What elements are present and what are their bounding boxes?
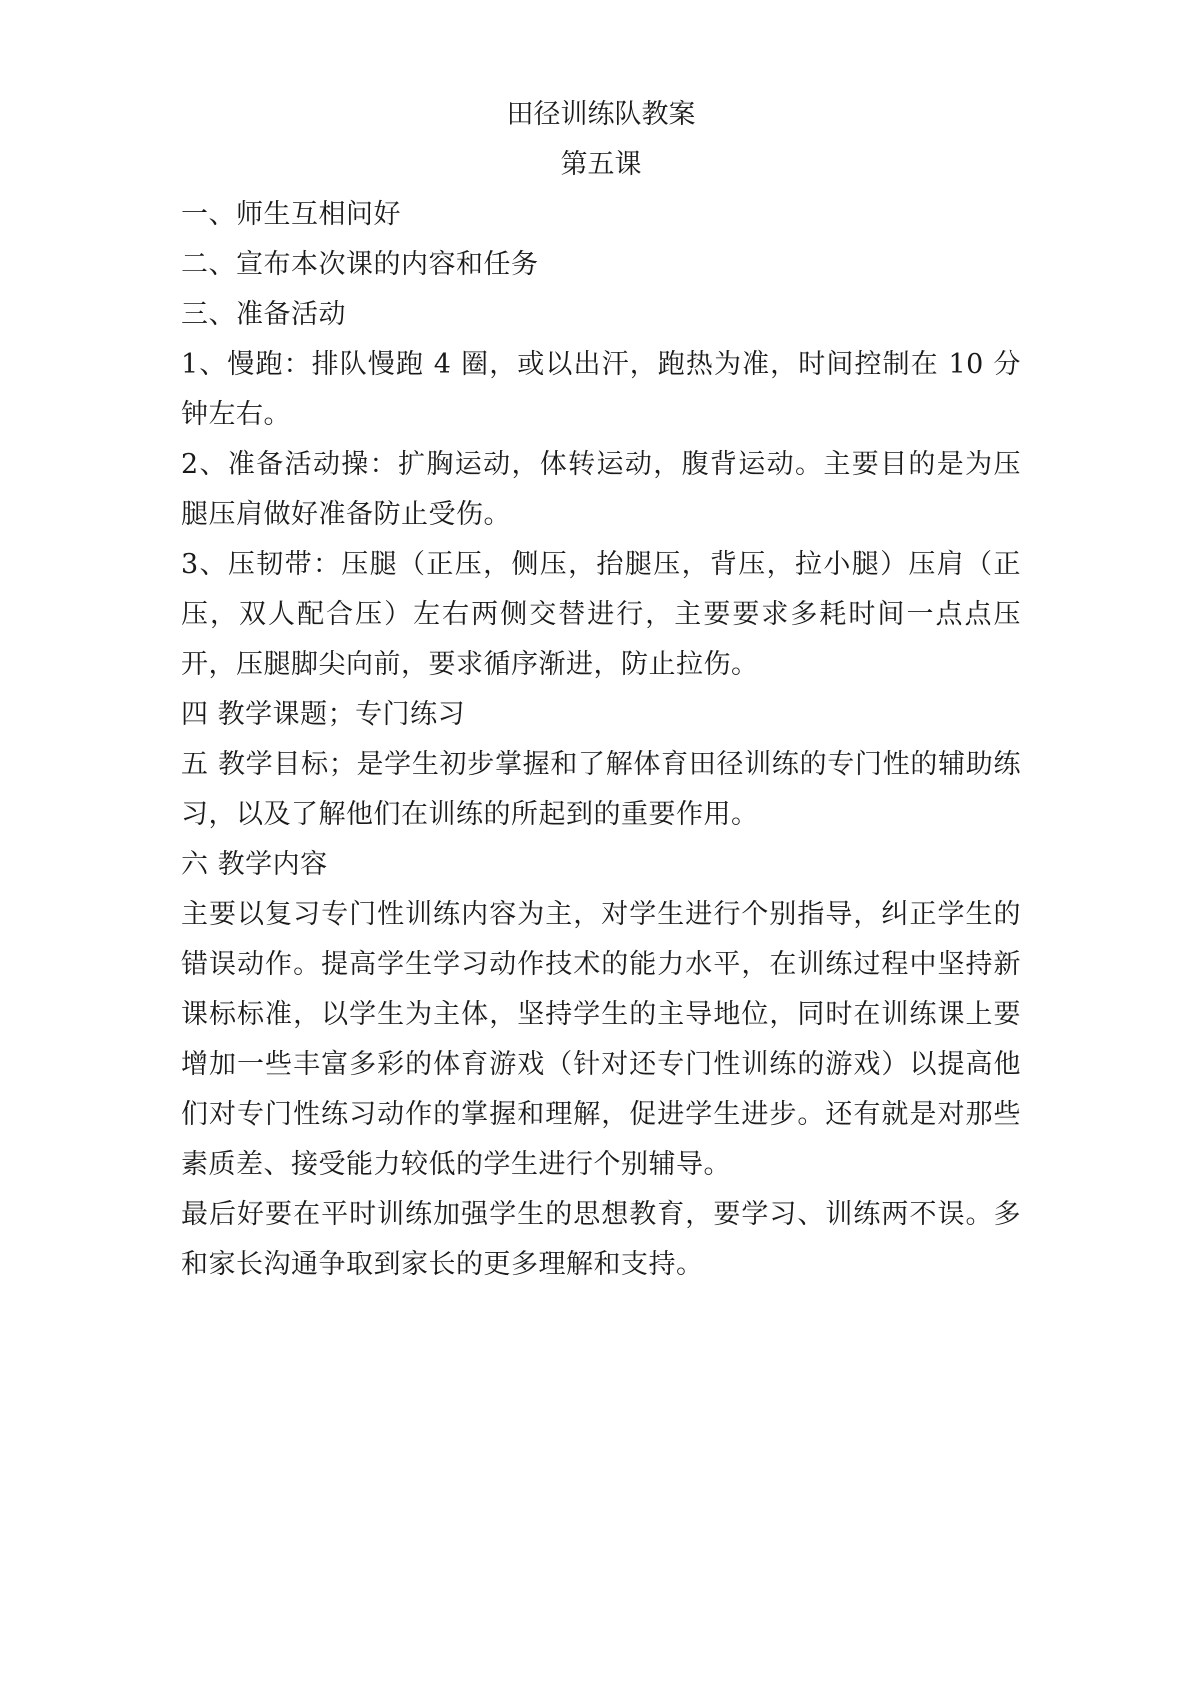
document-body bbox=[181, 90, 1021, 1290]
paragraph-jogging: 1、慢跑：排队慢跑 4 圈，或以出汗，跑热为准，时间控制在 10 分钟左右。 bbox=[181, 349, 1021, 430]
document-title: 田径训练队教案 bbox=[506, 99, 696, 130]
paragraph-conclusion: 最后好要在平时训练加强学生的思想教育，要学习、训练两不误。多和家长沟通争取到家长的更多理解和支持。 bbox=[181, 1199, 1021, 1280]
paragraph-content-body: 主要以复习专门性训练内容为主，对学生进行个别指导，纠正学生的错误动作。提高学生学习动作技术的能力水平，在训练过程中坚持新课标标准，以学生为主体，坚持学生的主导地位，同时在训练课上要增加一些丰富多彩的体育游戏（针对还专门性训练的游戏）以提高他们对专门性练习动作的掌握和理解，促进学生进步。还有就是对那些素质差、接受能力较低的学生进行个别辅导。 bbox=[181, 899, 1021, 1180]
paragraph-topic: 四 教学课题；专门练习 bbox=[181, 699, 466, 730]
paragraph-content-heading: 六 教学内容 bbox=[181, 849, 328, 880]
paragraph-warmup-exercises: 2、准备活动操：扩胸运动，体转运动，腹背运动。主要目的是为压腿压肩做好准备防止受伤。 bbox=[181, 449, 1021, 530]
paragraph-greeting: 一、师生互相问好 bbox=[181, 199, 401, 230]
lesson-number: 第五课 bbox=[560, 149, 642, 180]
paragraph-announce: 二、宣布本次课的内容和任务 bbox=[181, 249, 539, 280]
paragraph-stretching: 3、压韧带：压腿（正压，侧压，抬腿压，背压，拉小腿）压肩（正压，双人配合压）左右两侧交替进行，主要要求多耗时间一点点压开，压腿脚尖向前，要求循序渐进，防止拉伤。 bbox=[181, 549, 1021, 680]
paragraph-objective: 五 教学目标；是学生初步掌握和了解体育田径训练的专门性的辅助练习，以及了解他们在训练的所起到的重要作用。 bbox=[181, 749, 1021, 830]
paragraph-warmup-heading: 三、准备活动 bbox=[181, 299, 346, 330]
